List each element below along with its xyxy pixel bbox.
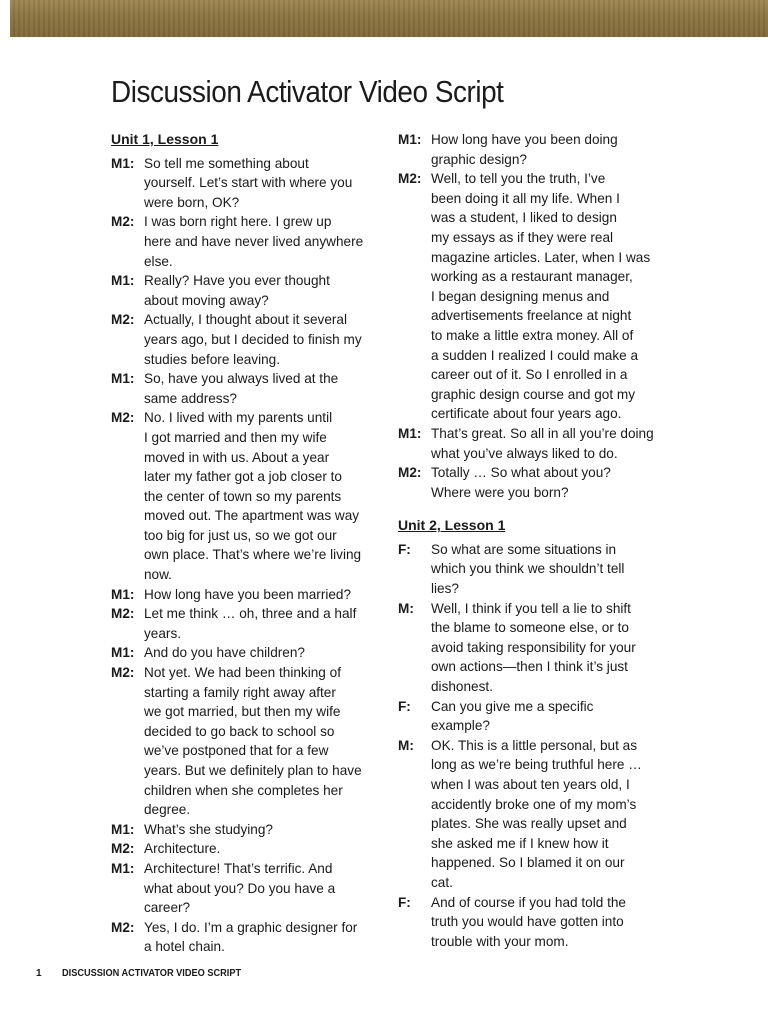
- dialogue-line: [111, 702, 373, 722]
- dialogue-line: [111, 252, 373, 272]
- dialogue-text: Yes, I do. I’m a graphic designer for: [144, 919, 358, 935]
- dialogue-line: [111, 193, 373, 213]
- dialogue-line: [111, 526, 373, 546]
- speaker-label: M2:: [398, 465, 422, 481]
- dialogue-line: [111, 506, 373, 526]
- dialogue-line: [111, 722, 373, 742]
- dialogue-line: [111, 173, 373, 193]
- dialogue-line: [398, 716, 668, 736]
- dialogue-line-first: [111, 643, 373, 663]
- dialogue-line: [398, 775, 668, 795]
- dialogue-line-first: [111, 310, 373, 330]
- dialogue-text: dishonest.: [431, 679, 493, 695]
- dialogue-list: [398, 540, 668, 951]
- dialogue-line: [111, 741, 373, 761]
- dialogue-line-first: [398, 130, 668, 150]
- dialogue-line-first: [111, 154, 373, 174]
- dialogue-text: Really? Have you ever thought: [144, 273, 330, 289]
- dialogue-text: years.: [144, 625, 182, 641]
- dialogue-text: to make a little extra money. All of: [431, 327, 634, 343]
- speaker-label: M1:: [398, 132, 422, 147]
- speaker-label: M1:: [111, 371, 135, 387]
- dialogue-text: graphic design?: [431, 151, 527, 167]
- dialogue-line: [111, 781, 373, 801]
- speaker-label: F:: [398, 541, 411, 557]
- left-column: [111, 130, 373, 957]
- dialogue-line: [111, 350, 373, 370]
- dialogue-line-first: [111, 408, 373, 428]
- dialogue-line: [398, 755, 668, 775]
- dialogue-line-first: [398, 463, 668, 483]
- dialogue-line-first: [398, 599, 668, 619]
- dialogue-line: [111, 565, 373, 585]
- dialogue-line: [398, 150, 668, 170]
- dialogue-text: Well, I think if you tell a lie to shift: [431, 600, 631, 616]
- dialogue-text: So tell me something about: [144, 155, 309, 171]
- dialogue-text: Architecture! That’s terrific. And: [144, 860, 333, 876]
- dialogue-text: years ago, but I decided to finish my: [144, 331, 362, 347]
- dialogue-text: Architecture.: [144, 841, 221, 857]
- dialogue-text: we’ve postponed that for a few: [144, 743, 329, 759]
- dialogue-text: a sudden I realized I could make a: [431, 347, 639, 363]
- dialogue-line: [398, 444, 668, 464]
- dialogue-text: Where were you born?: [431, 484, 569, 500]
- dialogue-line: [398, 657, 668, 677]
- dialogue-line: [398, 404, 668, 424]
- dialogue-line: [111, 389, 373, 409]
- dialogue-text: Actually, I thought about it several: [144, 312, 348, 328]
- dialogue-line: [398, 932, 668, 952]
- dialogue-line: [398, 346, 668, 366]
- dialogue-text: Let me think … oh, three and a half: [144, 606, 357, 622]
- dialogue-text: the blame to someone else, or to: [431, 620, 629, 636]
- dialogue-text: now.: [144, 567, 172, 583]
- dialogue-line-first: [111, 820, 373, 840]
- speaker-label: M2:: [111, 841, 135, 857]
- dialogue-text: she asked me if I knew how it: [431, 835, 609, 851]
- dialogue-line: [398, 677, 668, 697]
- dialogue-line-first: [111, 369, 373, 389]
- dialogue-line: [398, 208, 668, 228]
- dialogue-line: [111, 487, 373, 507]
- dialogue-line: [398, 912, 668, 932]
- dialogue-line: [111, 232, 373, 252]
- dialogue-text: advertisements freelance at night: [431, 308, 632, 324]
- dialogue-line: [398, 873, 668, 893]
- dialogue-text: yourself. Let’s start with where you: [144, 175, 353, 191]
- dialogue-text: decided to go back to school so: [144, 723, 335, 739]
- unit-heading: Unit 2, Lesson 1: [398, 517, 506, 534]
- dialogue-text: career out of it. So I enrolled in a: [431, 367, 628, 383]
- dialogue-text: here and have never lived anywhere: [144, 233, 364, 249]
- speaker-label: M1:: [398, 425, 422, 441]
- speaker-label: M1:: [111, 155, 135, 171]
- speaker-label: F:: [398, 698, 411, 714]
- dialogue-text: And do you have children?: [144, 645, 305, 661]
- dialogue-line: [398, 618, 668, 638]
- speaker-label: M:: [398, 737, 414, 753]
- dialogue-text: Not yet. We had been thinking of: [144, 665, 341, 681]
- dialogue-line: [398, 814, 668, 834]
- speaker-label: M2:: [111, 919, 135, 935]
- dialogue-text: magazine articles. Later, when I was: [431, 249, 651, 265]
- dialogue-line: [111, 428, 373, 448]
- speaker-label: M1:: [111, 273, 135, 289]
- dialogue-text: cat.: [431, 874, 453, 890]
- dialogue-text: truth you would have gotten into: [431, 914, 624, 930]
- dialogue-line: [398, 228, 668, 248]
- dialogue-text: own actions—then I think it’s just: [431, 659, 628, 675]
- dialogue-text: own place. That’s where we’re living: [144, 547, 362, 563]
- dialogue-text: So what are some situations in: [431, 541, 617, 557]
- dialogue-line-first: [398, 540, 668, 560]
- dialogue-line: [398, 834, 668, 854]
- dialogue-line: [111, 879, 373, 899]
- dialogue-line: [398, 483, 668, 503]
- dialogue-line-first: [111, 271, 373, 291]
- dialogue-line: [398, 559, 668, 579]
- dialogue-text: were born, OK?: [144, 194, 240, 210]
- dialogue-line-first: [398, 424, 668, 444]
- dialogue-line: [111, 898, 373, 918]
- dialogue-line: [398, 287, 668, 307]
- speaker-label: M1:: [111, 645, 135, 661]
- dialogue-text: trouble with your mom.: [431, 933, 569, 949]
- dialogue-text: same address?: [144, 390, 237, 406]
- dialogue-text: working as a restaurant manager,: [431, 269, 633, 285]
- speaker-label: M:: [398, 600, 414, 616]
- dialogue-text: I got married and then my wife: [144, 429, 327, 445]
- dialogue-text: Well, to tell you the truth, I’ve: [431, 171, 606, 187]
- dialogue-line: [111, 448, 373, 468]
- dialogue-line: [111, 330, 373, 350]
- dialogue-text: Totally … So what about you?: [431, 465, 611, 481]
- dialogue-text: about moving away?: [144, 292, 269, 308]
- dialogue-line: [111, 624, 373, 644]
- dialogue-line: [111, 683, 373, 703]
- speaker-label: M2:: [111, 606, 135, 622]
- dialogue-text: children when she completes her: [144, 782, 343, 798]
- dialogue-line-first: [398, 893, 668, 913]
- dialogue-text: certificate about four years ago.: [431, 406, 622, 422]
- dialogue-line: [398, 385, 668, 405]
- page-title: Discussion Activator Video Script: [111, 73, 504, 109]
- dialogue-text: too big for just us, so we got our: [144, 527, 337, 543]
- dialogue-text: what you’ve always liked to do.: [431, 445, 618, 461]
- dialogue-text: I began designing menus and: [431, 288, 610, 304]
- dialogue-text: I was born right here. I grew up: [144, 214, 332, 230]
- page-footer: [36, 968, 257, 979]
- unit-heading: Unit 1, Lesson 1: [111, 131, 219, 147]
- dialogue-text: So, have you always lived at the: [144, 371, 339, 387]
- dialogue-text: a hotel chain.: [144, 939, 225, 955]
- dialogue-line-first: [111, 604, 373, 624]
- speaker-label: M1:: [111, 586, 135, 602]
- dialogue-text: moved in with us. About a year: [144, 449, 330, 465]
- dialogue-line-first: [111, 663, 373, 683]
- dialogue-text: And of course if you had told the: [431, 894, 626, 910]
- dialogue-line-first: [111, 859, 373, 879]
- dialogue-text: the center of town so my parents: [144, 488, 342, 504]
- dialogue-line: [398, 306, 668, 326]
- dialogue-text: long as we’re being truthful here …: [431, 757, 642, 773]
- dialogue-line: [111, 761, 373, 781]
- dialogue-line-first: [398, 697, 668, 717]
- dialogue-line: [398, 248, 668, 268]
- dialogue-line: [111, 800, 373, 820]
- dialogue-text: lies?: [431, 581, 459, 597]
- dialogue-line-first: [111, 839, 373, 859]
- dialogue-line: [398, 638, 668, 658]
- dialogue-text: No. I lived with my parents until: [144, 410, 333, 426]
- dialogue-text: example?: [431, 718, 490, 734]
- dialogue-text: degree.: [144, 802, 191, 818]
- dialogue-text: when I was about ten years old, I: [431, 777, 630, 792]
- dialogue-line: [398, 365, 668, 385]
- dialogue-line: [398, 189, 668, 209]
- dialogue-text: happened. So I blamed it on our: [431, 855, 625, 871]
- dialogue-line: [398, 267, 668, 287]
- dialogue-line: [398, 853, 668, 873]
- right-column: [398, 130, 668, 951]
- dialogue-line: [111, 291, 373, 311]
- dialogue-text: graphic design course and got my: [431, 386, 636, 402]
- speaker-label: M1:: [111, 860, 135, 876]
- dialogue-text: later my father got a job closer to: [144, 469, 342, 485]
- dialogue-text: OK. This is a little personal, but as: [431, 737, 638, 753]
- dialogue-text: How long have you been married?: [144, 586, 352, 602]
- dialogue-line: [111, 467, 373, 487]
- dialogue-line-first: [398, 736, 668, 756]
- dialogue-text: been doing it all my life. When I: [431, 190, 620, 206]
- dialogue-text: else.: [144, 253, 173, 269]
- speaker-label: M1:: [111, 821, 135, 837]
- page-number: 1: [36, 968, 42, 979]
- dialogue-text: That’s great. So all in all you’re doing: [431, 425, 654, 441]
- dialogue-text: we got married, but then my wife: [144, 704, 341, 720]
- dialogue-line-first: [111, 918, 373, 938]
- speaker-label: M2:: [111, 312, 135, 328]
- dialogue-text: my essays as if they were real: [431, 229, 614, 245]
- speaker-label: M2:: [111, 214, 135, 230]
- dialogue-text: How long have you been doing: [431, 132, 618, 147]
- dialogue-text: years. But we definitely plan to have: [144, 763, 362, 778]
- dialogue-line-first: [111, 212, 373, 232]
- dialogue-text: plates. She was really upset and: [431, 816, 627, 832]
- dialogue-line: [111, 545, 373, 565]
- dialogue-text: what about you? Do you have a: [144, 880, 336, 896]
- dialogue-text: studies before leaving.: [144, 351, 281, 367]
- dialogue-line: [398, 795, 668, 815]
- dialogue-line: [398, 326, 668, 346]
- dialogue-text: What’s she studying?: [144, 821, 273, 837]
- dialogue-text: avoid taking responsibility for your: [431, 639, 636, 655]
- speaker-label: F:: [398, 894, 411, 910]
- dialogue-text: Can you give me a specific: [431, 698, 594, 714]
- dialogue-list: [398, 130, 668, 502]
- dialogue-text: which you think we shouldn’t tell: [431, 561, 625, 577]
- dialogue-line-first: [111, 585, 373, 605]
- dialogue-text: career?: [144, 900, 191, 916]
- dialogue-list: [111, 154, 373, 957]
- footer-title: DISCUSSION ACTIVATOR VIDEO SCRIPT: [62, 968, 242, 979]
- dialogue-line-first: [398, 169, 668, 189]
- speaker-label: M2:: [111, 410, 135, 426]
- dialogue-line: [111, 937, 373, 957]
- dialogue-line: [398, 579, 668, 599]
- speaker-label: M2:: [398, 171, 422, 187]
- dialogue-text: was a student, I liked to design: [431, 210, 617, 226]
- dialogue-text: starting a family right away after: [144, 684, 336, 700]
- decorative-header-band: [10, 0, 768, 37]
- dialogue-text: moved out. The apartment was way: [144, 508, 360, 524]
- speaker-label: M2:: [111, 665, 135, 681]
- dialogue-text: accidently broke one of my mom’s: [431, 796, 637, 812]
